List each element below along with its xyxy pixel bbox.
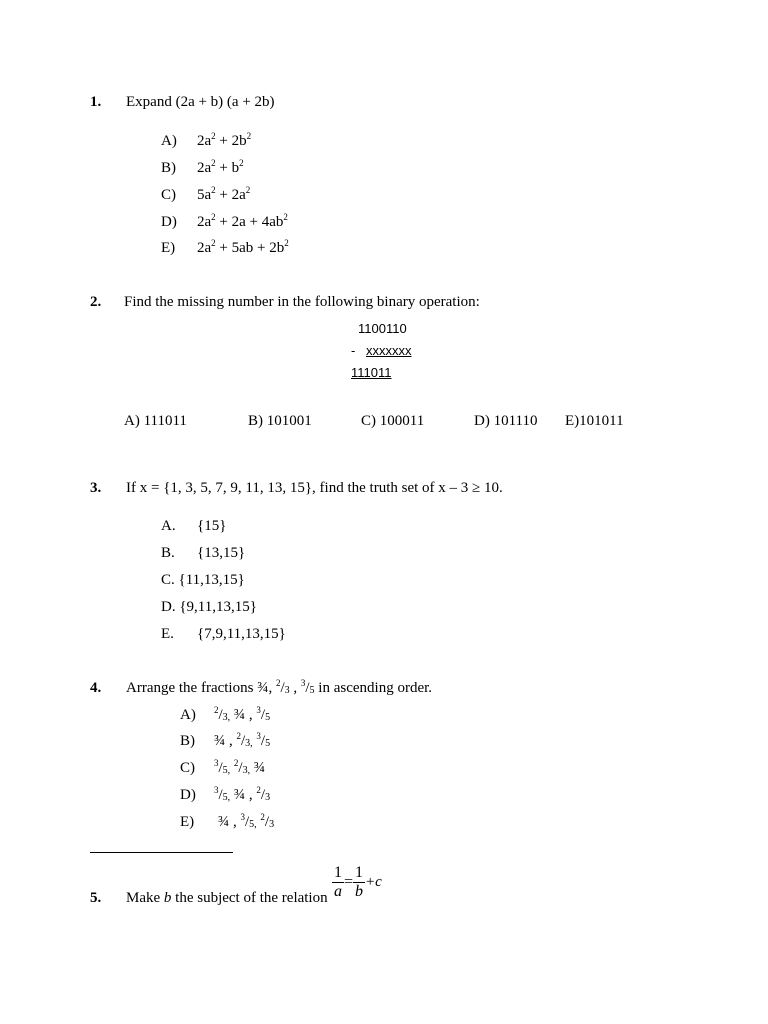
q1-option-text: $2a^2 + 2a + 4ab^2$	[197, 212, 288, 230]
q1-number: 1.	[90, 94, 102, 110]
q1-option-letter: D)	[161, 214, 177, 230]
q3-option-a	[161, 518, 227, 535]
q5-number: 5.	[90, 890, 102, 906]
binary-operand-1: 1100110	[358, 321, 407, 336]
q3-option-text: {15}	[197, 518, 227, 534]
q4-option-text: $^3/_{5,}$ ¾ , $^2/_3$	[214, 785, 271, 803]
q3-option-c	[161, 572, 245, 589]
q3-option-letter: E.	[161, 626, 174, 642]
q1-option-letter: A)	[161, 133, 177, 149]
q2-option-b: B) 101001	[248, 413, 312, 429]
q4-option-text: $^2/_{3,}$ ¾ , $^3/_5$	[214, 705, 271, 723]
q1-option-text: $2a^2 + 2b^2$	[197, 131, 252, 149]
q3-option-letter: C.	[161, 572, 175, 588]
q2-option-d: D) 101110	[474, 413, 538, 429]
q2-question: Find the missing number in the following binary operation:	[124, 294, 480, 310]
q2-number: 2.	[90, 294, 102, 310]
q4-option-letter: D)	[180, 787, 196, 803]
q4-number: 4.	[90, 680, 102, 696]
q1-option-e	[161, 238, 289, 257]
q3-option-e	[161, 626, 286, 643]
q1-option-letter: C)	[161, 187, 176, 203]
binary-operand-2: xxxxxxx	[366, 343, 412, 358]
relation-equation	[332, 864, 382, 901]
q3-option-d	[161, 599, 257, 616]
footnote-rule	[90, 852, 233, 853]
q2-option-c: C) 100011	[361, 413, 425, 429]
minus-sign: -	[351, 343, 356, 358]
q4-option-c	[180, 758, 266, 777]
q3-option-text: {13,15}	[197, 545, 246, 561]
fraction-right: $\frac{1}{b}$	[355, 864, 364, 900]
q3-option-b	[161, 545, 246, 562]
q3-number: 3.	[90, 480, 102, 496]
q4-option-letter: C)	[180, 760, 195, 776]
q3-option-text: {9,11,13,15}	[179, 599, 257, 615]
q1-option-letter: B)	[161, 160, 176, 176]
binary-result: 111011	[351, 365, 392, 380]
q3-option-letter: A.	[161, 518, 176, 534]
q4-option-e	[180, 812, 275, 831]
equals-sign: =	[344, 873, 354, 891]
q5-question: Make b the subject of the relation	[126, 890, 328, 906]
q4-question: Arrange the fractions ¾, $^2/_3$ , $^3/_5$ in ascending order.	[126, 678, 433, 696]
q3-option-letter: D.	[161, 599, 176, 615]
q1-option-a	[161, 131, 252, 150]
q4-option-text: ¾ , $^3/_{5,}$ $^2/_3$	[218, 812, 275, 830]
q4-option-text: ¾ , $^2/_{3,}$ $^3/_5$	[214, 731, 271, 749]
q4-option-letter: A)	[180, 707, 196, 723]
q3-option-text: {7,9,11,13,15}	[197, 626, 286, 642]
q2-option-a: A) 111011	[124, 413, 187, 429]
q1-question: Expand (2a + b) (a + 2b)	[126, 94, 275, 110]
q1-option-text: $5a^2 + 2a^2$	[197, 185, 251, 203]
q3-option-text: {11,13,15}	[178, 572, 245, 588]
q3-option-letter: B.	[161, 545, 175, 561]
q4-option-b	[180, 731, 271, 750]
q4-option-text: $^3/_{5,}$ $^2/_{3,}$ ¾	[214, 758, 266, 776]
q2-option-e: E)101011	[565, 413, 624, 429]
q3-question: If x = {1, 3, 5, 7, 9, 11, 13, 15}, find the truth set of x – 3 ≥ 10.	[126, 480, 503, 496]
q1-option-text: $2a^2 + b^2$	[197, 158, 244, 176]
q4-option-letter: E)	[180, 814, 195, 830]
fraction-left: $\frac{1}{a}$	[334, 864, 342, 900]
q4-option-d	[180, 785, 271, 804]
q1-option-text: $2a^2 + 5ab + 2b^2$	[197, 238, 289, 256]
q1-option-b	[161, 158, 244, 177]
q1-option-c	[161, 185, 251, 204]
q4-option-a	[180, 705, 271, 724]
q1-option-letter: E)	[161, 240, 176, 256]
q1-option-d	[161, 212, 288, 231]
q4-option-letter: B)	[180, 733, 195, 749]
equation-tail: +c	[365, 874, 382, 890]
